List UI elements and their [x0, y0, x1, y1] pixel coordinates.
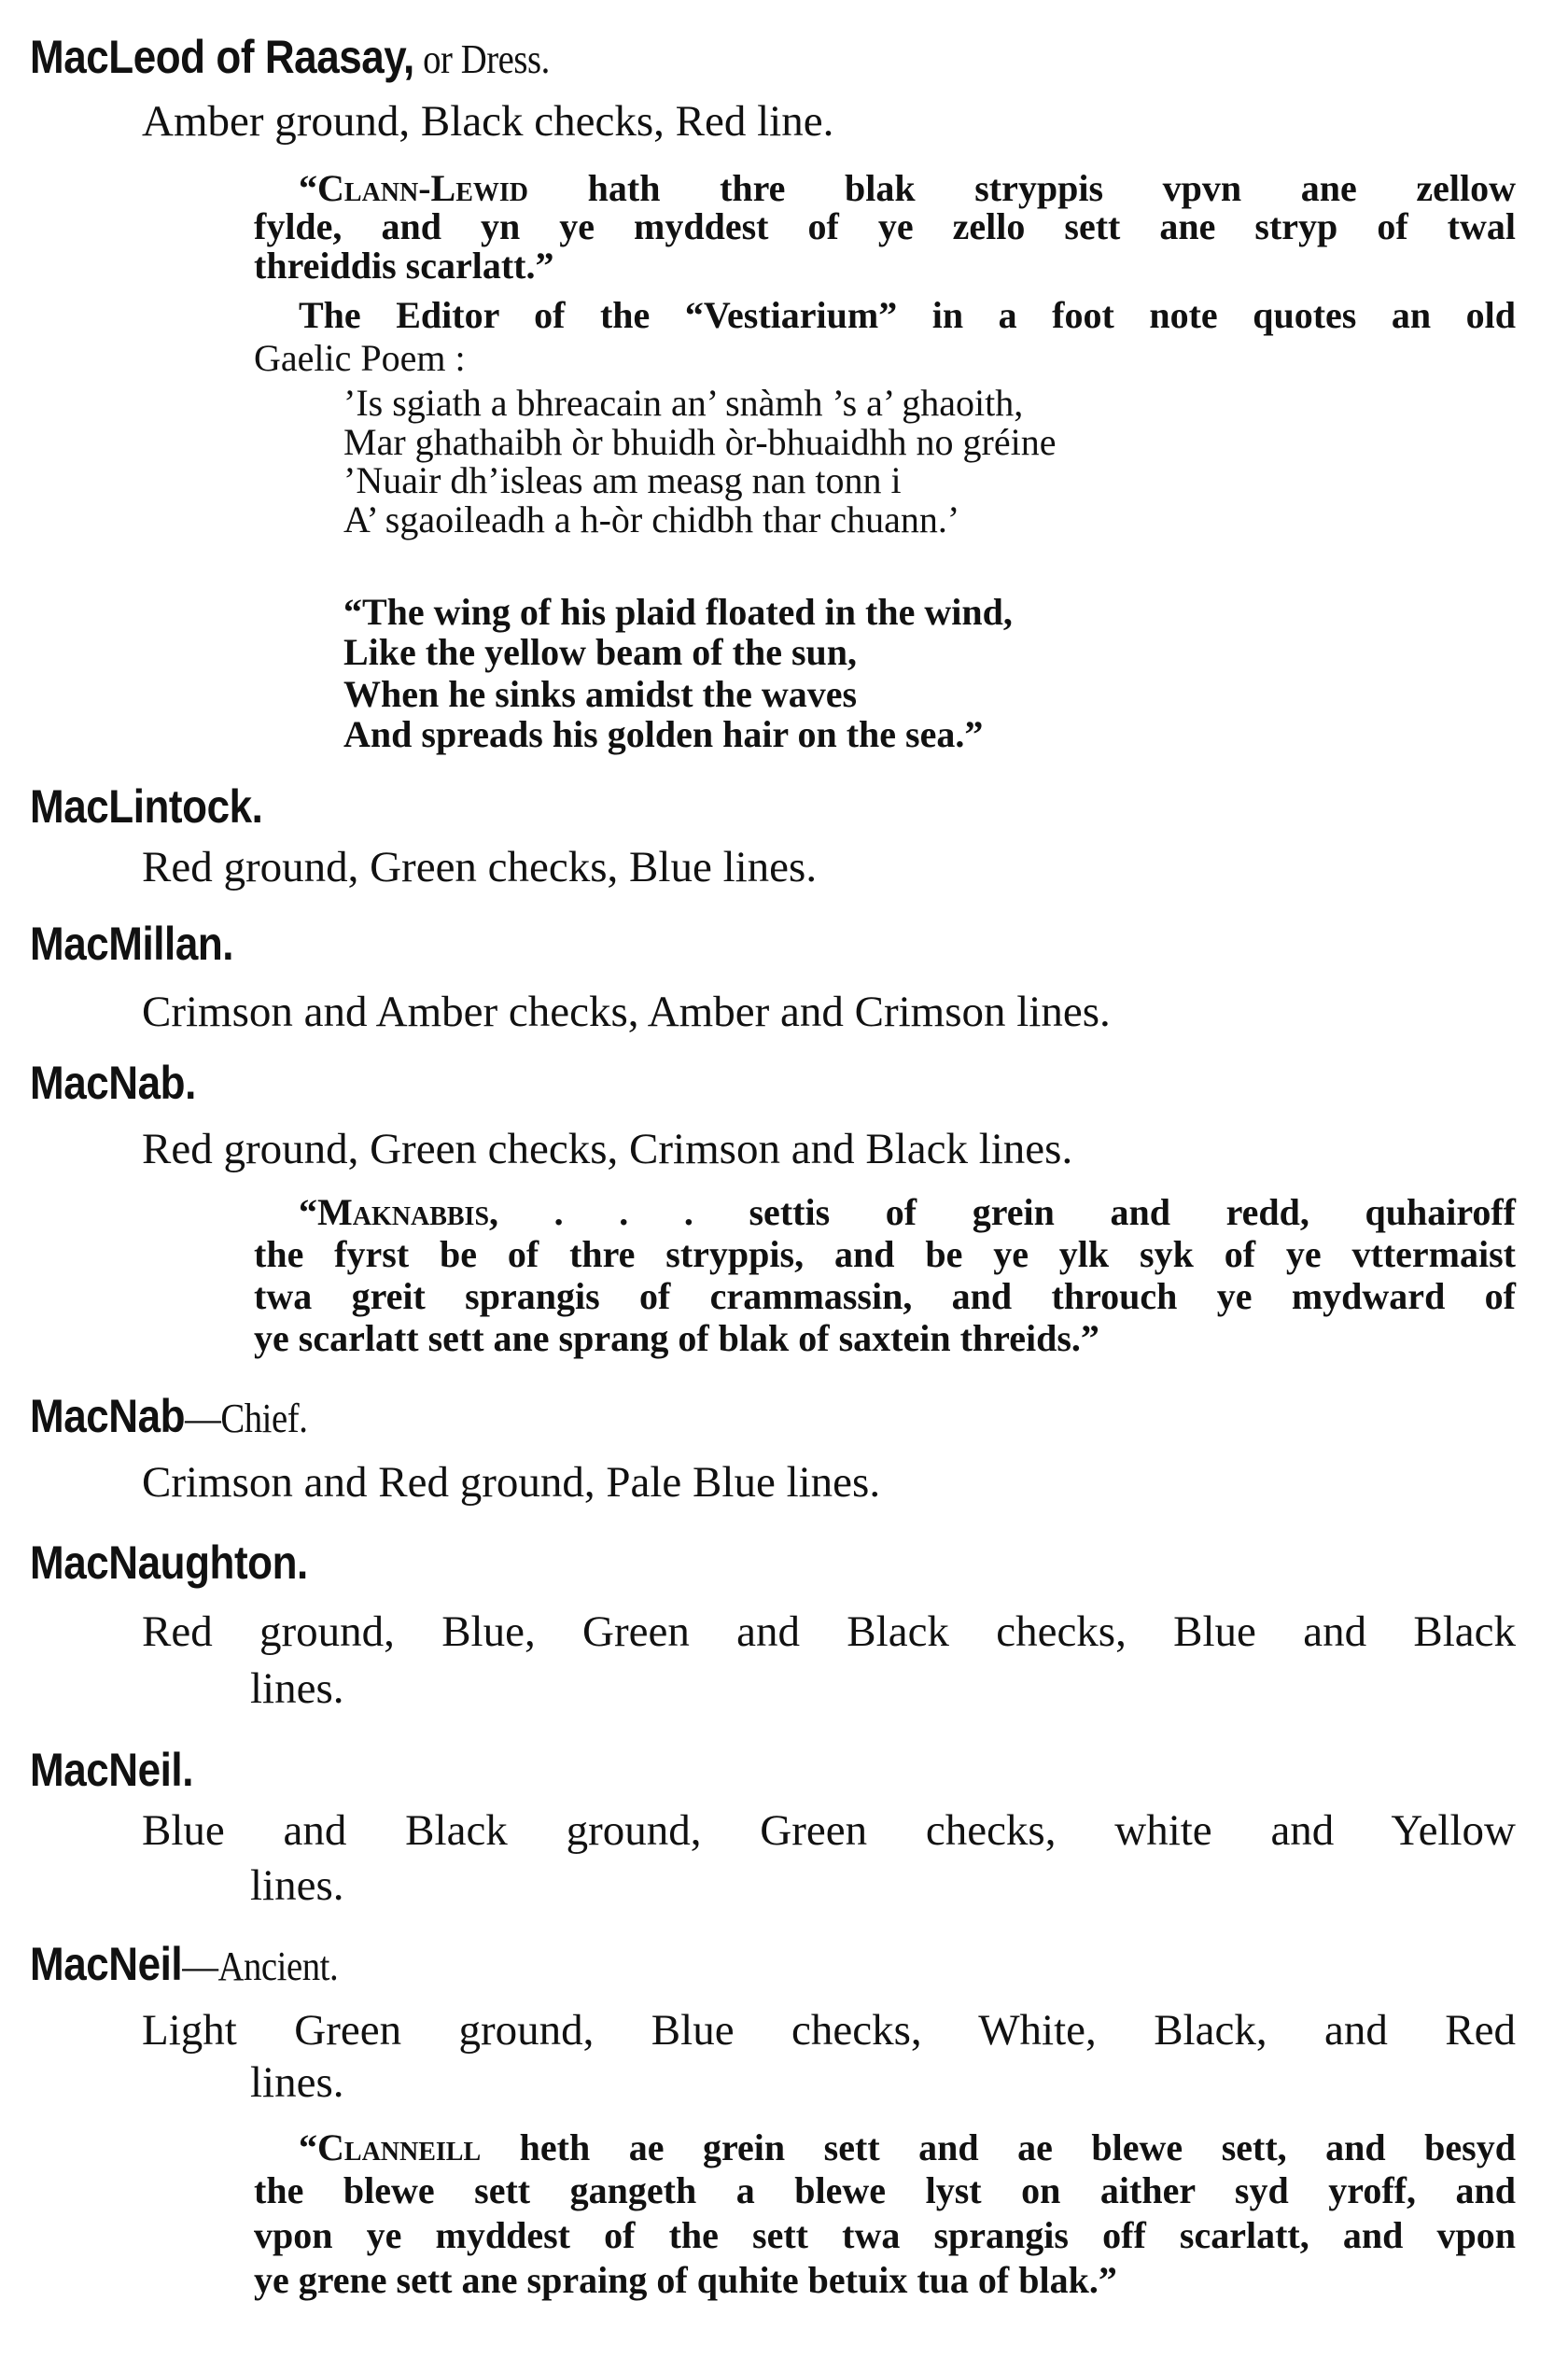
quote-line: fylde, and yn ye myddest of ye zello sett ane stryp of twal: [254, 205, 1516, 247]
quote-lead: “Clanneill: [299, 2126, 482, 2168]
tartan-description: Amber ground, Black checks, Red line.: [142, 97, 834, 146]
quote-lead: “Clann-Lewid: [299, 167, 529, 209]
quote-text: heth ae grein sett and ae blewe sett, and besyd: [481, 2126, 1516, 2168]
tartan-description: lines.: [250, 2058, 344, 2107]
tartan-description: Crimson and Red ground, Pale Blue lines.: [142, 1458, 881, 1507]
quote-text: . . . settis of grein and redd, quhairoff: [498, 1191, 1516, 1233]
quote-line: threiddis scarlatt.”: [254, 245, 554, 287]
quote-line: [299, 2126, 1516, 2168]
entry-heading-macneil: MacNeil.: [30, 1744, 193, 1796]
entry-heading-macnaughton: MacNaughton.: [30, 1536, 308, 1589]
entry-heading-macmillan: MacMillan.: [30, 918, 234, 970]
quote-text: hath thre blak stryppis vpvn ane zellow: [528, 167, 1516, 209]
entry-heading-macnab-chief: [30, 1390, 308, 1442]
entry-heading-macleod-of-raasay: [30, 31, 550, 83]
editor-note-line: Gaelic Poem :: [254, 337, 466, 379]
quote-line: the fyrst be of thre stryppis, and be ye ylk syk of ye vttermaist: [254, 1233, 1516, 1275]
quote-line: twa greit sprangis of crammassin, and throuch ye mydward of: [254, 1275, 1516, 1317]
editor-note-line: The Editor of the “Vestiarium” in a foot note quotes an old: [299, 294, 1516, 336]
clan-suffix: —Ancient.: [182, 1943, 339, 1989]
quote-line: the blewe sett gangeth a blewe lyst on aither syd yroff, and: [254, 2169, 1516, 2211]
tartan-description: lines.: [250, 1664, 344, 1713]
gaelic-poem-line: ’Nuair dh’isleas am measg nan tonn i: [343, 459, 902, 501]
tartan-description: Light Green ground, Blue checks, White, Black, and Red: [142, 2006, 1516, 2055]
quote-lead: “Maknabbis,: [299, 1191, 499, 1233]
clan-suffix: —Chief.: [185, 1396, 308, 1441]
gaelic-poem-line: ’Is sgiath a bhreacain an’ snàmh ’s a’ ghaoith,: [343, 382, 1024, 424]
tartan-description: Crimson and Amber checks, Amber and Crimson lines.: [142, 988, 1111, 1036]
quote-line: [299, 167, 1516, 209]
tartan-description: lines.: [250, 1861, 344, 1910]
translation-line: “The wing of his plaid floated in the wind,: [343, 591, 1013, 633]
entry-heading-macneil-ancient: [30, 1938, 339, 1990]
translation-line: And spreads his golden hair on the sea.”: [343, 713, 984, 755]
tartan-description: Blue and Black ground, Green checks, white and Yellow: [142, 1806, 1516, 1855]
clan-name: MacLeod of Raasay,: [30, 31, 414, 83]
tartan-description: Red ground, Green checks, Blue lines.: [142, 843, 818, 891]
translation-line: When he sinks amidst the waves: [343, 673, 858, 715]
tartan-description: Red ground, Blue, Green and Black checks, Blue and Black: [142, 1607, 1516, 1656]
clan-name: MacNab: [30, 1390, 186, 1442]
translation-line: Like the yellow beam of the sun,: [343, 631, 857, 673]
entry-heading-maclintock: MacLintock.: [30, 780, 263, 833]
entry-heading-macnab: MacNab.: [30, 1057, 196, 1109]
clan-name: MacNeil: [30, 1938, 183, 1990]
quote-line: vpon ye myddest of the sett twa sprangis off scarlatt, and vpon: [254, 2214, 1516, 2256]
quote-line: [299, 1191, 1516, 1233]
quote-line: ye grene sett ane spraing of quhite betuix tua of blak.”: [254, 2259, 1117, 2301]
quote-line: ye scarlatt sett ane sprang of blak of saxtein threids.”: [254, 1317, 1099, 1359]
gaelic-poem-line: A’ sgaoileadh a h-òr chidbh thar chuann.’: [343, 498, 960, 540]
tartan-description: Red ground, Green checks, Crimson and Black lines.: [142, 1125, 1073, 1173]
clan-suffix: or Dress.: [413, 36, 550, 82]
gaelic-poem-line: Mar ghathaibh òr bhuidh òr-bhuaidhh no gréine: [343, 421, 1057, 463]
